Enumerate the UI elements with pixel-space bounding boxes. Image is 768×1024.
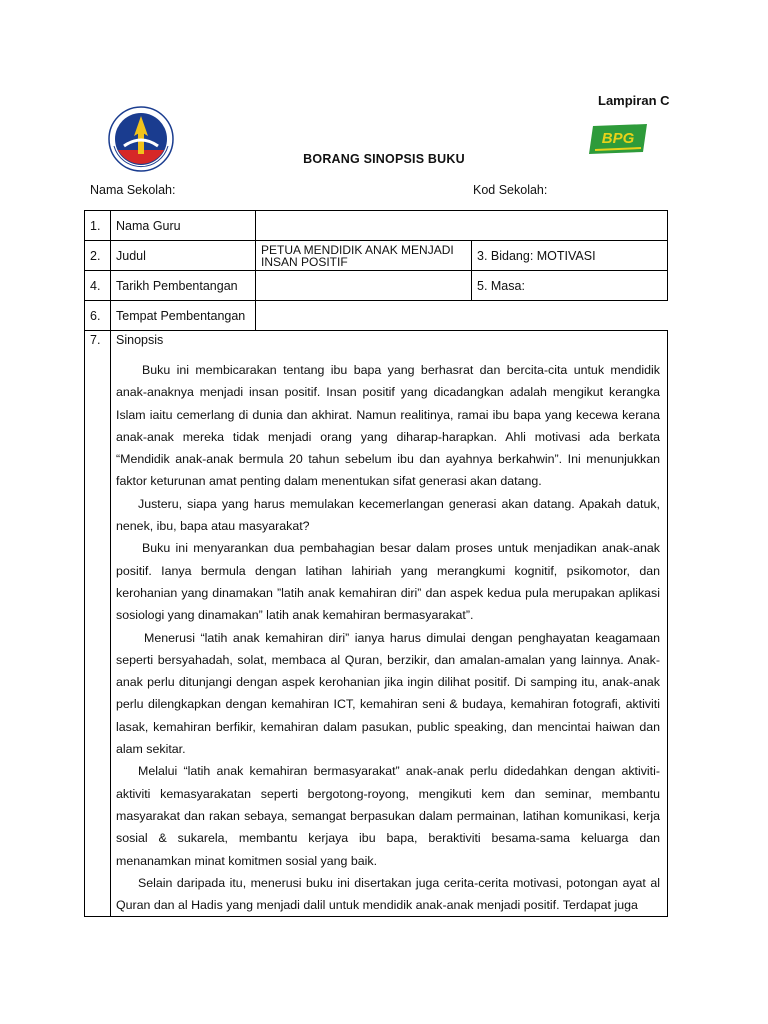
- table-row: [85, 301, 668, 331]
- synopsis-paragraph: Selain daripada itu, menerusi buku ini disertakan juga cerita-cerita motivasi, potongan ayat al Quran dan al Hadis yang menjadi dalil untuk mendidik anak-anak menjadi positif. Terdapat juga: [116, 875, 660, 913]
- synopsis-field[interactable]: [111, 331, 668, 917]
- synopsis-paragraph: Justeru, siapa yang harus memulakan kecemerlangan generasi akan datang. Apakah datuk, nenek, ibu, bapa atau masyarakat?: [116, 496, 660, 534]
- school-code-label: Kod Sekolah:: [473, 183, 548, 197]
- form-title: BORANG SINOPSIS BUKU: [303, 152, 465, 166]
- row-number: 2.: [85, 241, 111, 271]
- synopsis-paragraph: Buku ini membicarakan tentang ibu bapa yang berhasrat dan bercita-cita untuk mendidik anak-anaknya menjadi insan positif. Insan positif yang dicadangkan adalah mengikut kerangka Islam iaitu cemerlang di dunia dan akhirat. Namun realitinya, ramai ibu bapa yang kecewa kerana anak-anak mereka tidak menjadi orang yang diharap-harapkan. Ahli motivasi ada berkata “Mendidik anak-anak bermula 20 tahun sebelum ibu dan ayahnya berkahwin”. Ini menunjukkan faktor keturunan amat penting dalam menentukan sifat generasi akan datang.: [116, 363, 660, 489]
- row-label: Tarikh Pembentangan: [111, 271, 256, 301]
- row-label: Judul: [111, 241, 256, 271]
- row-label: Nama Guru: [111, 211, 256, 241]
- bpg-logo-text: BPG: [601, 130, 635, 147]
- synopsis-paragraph: Menerusi “latih anak kemahiran diri” ianya harus dimulai dengan penghayatan keagamaan seperti bersyahadah, solat, membaca al Quran, berzikir, dan amalan-amalan yang lainnya. Anak-anak perlu ditunjangi dengan aspek kerohanian jika ingin dilihat positif. Di samping itu, anak-anak perlu dilengkapkan dengan kemahiran ICT, kemahiran seni & budaya, kemahiran fotografi, aktiviti lasak, kemahiran berfikir, kemahiran dalam pasukan, public speaking, dan mencintai haiwan dan alam sekitar.: [116, 630, 660, 757]
- row-number: 7.: [85, 331, 111, 917]
- presentation-date-field[interactable]: [256, 271, 472, 301]
- book-title-field[interactable]: PETUA MENDIDIK ANAK MENJADI INSAN POSITIF: [256, 241, 472, 271]
- table-row: [85, 331, 668, 917]
- presentation-time-field[interactable]: 5. Masa:: [472, 271, 668, 301]
- row-number: 6.: [85, 301, 111, 331]
- row-number: 4.: [85, 271, 111, 301]
- synopsis-paragraph: Melalui “latih anak kemahiran bermasyarakat” anak-anak perlu didedahkan dengan aktiviti-aktiviti kemasyarakatan seperti bergotong-royong, mengikuti kem dan seminar, membantu masyarakat dan rakan sebaya, semangat berpasukan dalam permainan, latihan komunikasi, kerja sosial & sukarela, membantu kerjaya ibu bapa, beraktiviti besama-sama keluarga dan menanamkan minat komitmen sosial yang baik.: [116, 764, 660, 868]
- synopsis-heading: Sinopsis: [116, 333, 164, 347]
- appendix-label: Lampiran C: [598, 93, 670, 108]
- synopsis-paragraph: Buku ini menyarankan dua pembahagian besar dalam proses untuk menjadikan anak-anak positif. Ianya bermula dengan latihan lahiriah yang merangkumi kognitif, psikomotor, dan kerohanian yang dinamakan ”latih anak kemahiran diri” dan aspek kedua pula merupakan aplikasi sosiologi yang dinamakan” latih anak kemahiran bermasyarakat”.: [116, 541, 660, 623]
- row-number: 1.: [85, 211, 111, 241]
- presentation-venue-field[interactable]: [256, 301, 668, 331]
- field-category[interactable]: 3. Bidang: MOTIVASI: [472, 241, 668, 271]
- table-row: [85, 271, 668, 301]
- teacher-name-field[interactable]: [256, 211, 668, 241]
- table-row: [85, 241, 668, 271]
- table-row: [85, 211, 668, 241]
- synopsis-form-table: [84, 210, 668, 917]
- school-name-label: Nama Sekolah:: [90, 183, 176, 197]
- row-label: Tempat Pembentangan: [111, 301, 256, 331]
